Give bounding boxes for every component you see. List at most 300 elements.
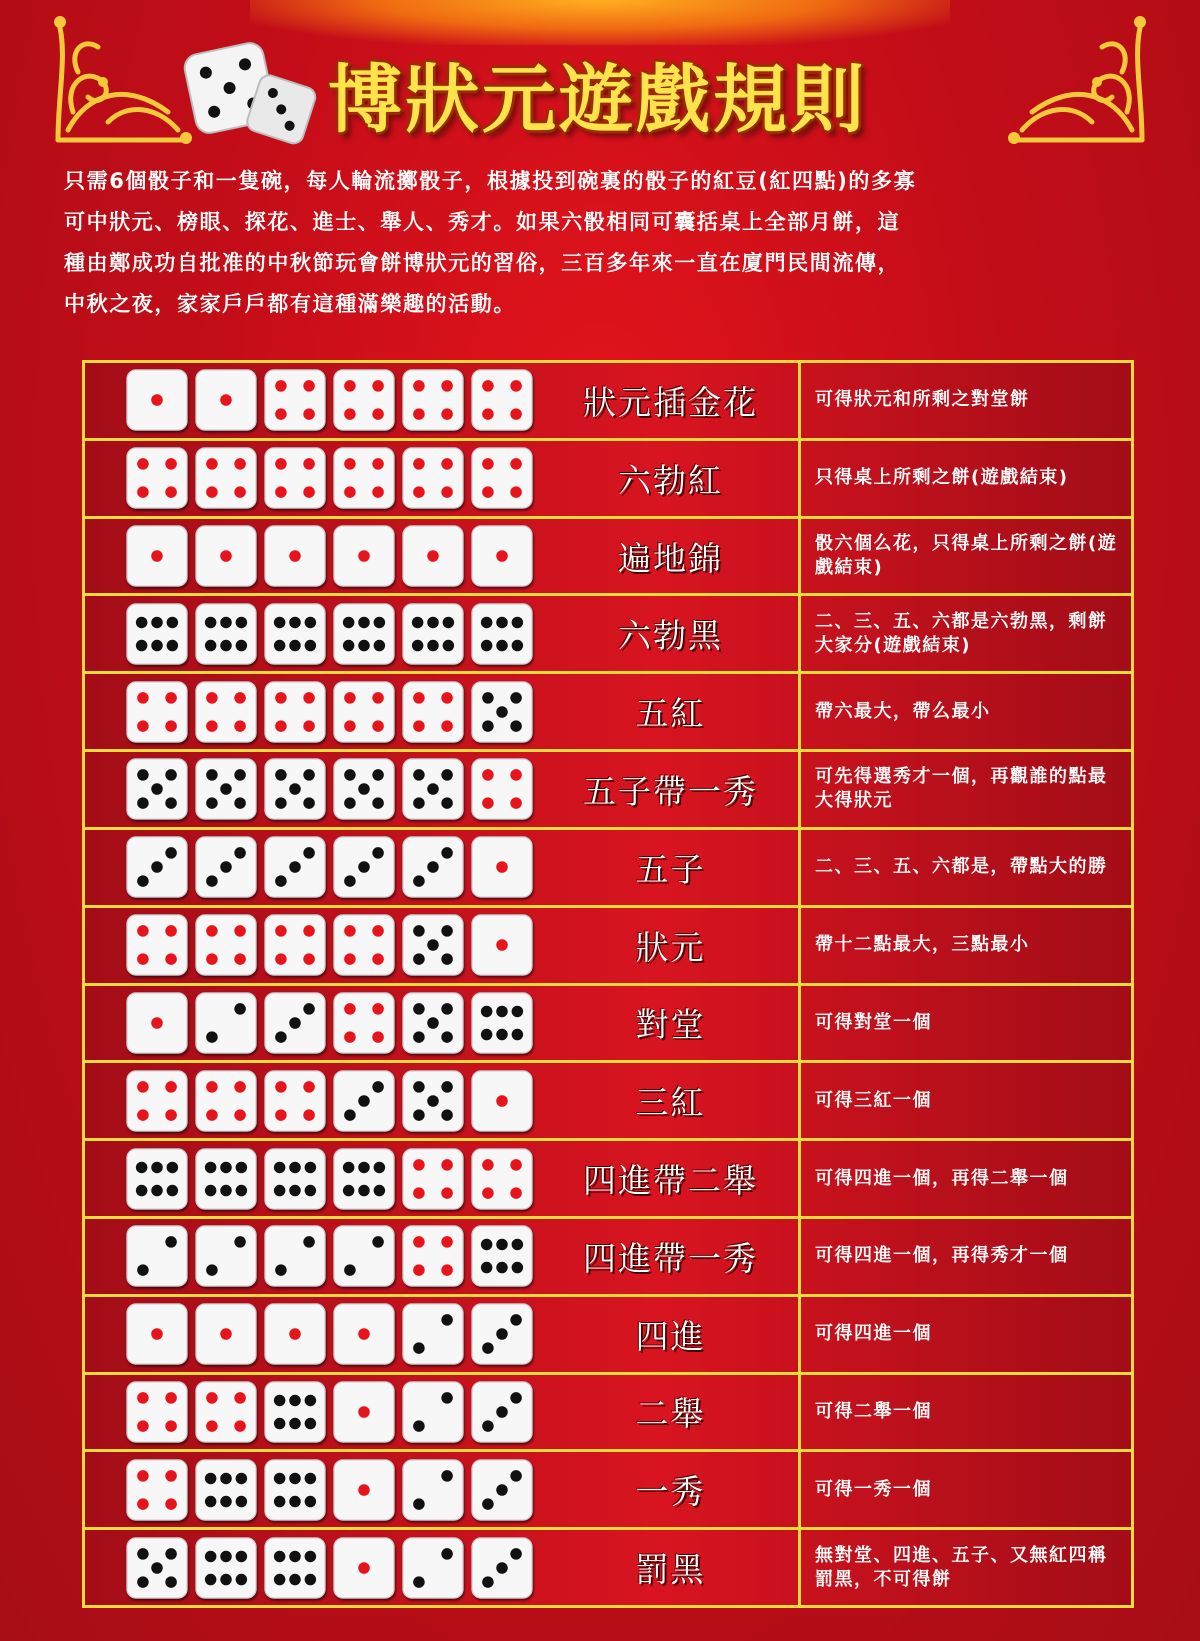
die-pip [372,770,384,782]
die-pip [510,1392,522,1404]
die-pip [441,381,453,393]
die-face-6-icon [194,1458,258,1522]
die-pip [274,1473,286,1485]
die-pip [167,1184,179,1196]
rule-name: 四進 [635,1316,706,1356]
die-pip [136,617,148,629]
rule-description: 骰六個么花，只得桌上所剩之餅(遊戲結束) [815,533,1118,579]
die-pip [344,487,356,499]
die-face-4-icon [125,1380,189,1444]
die-face-3-icon [470,1302,534,1366]
die-pip [374,1184,386,1196]
rule-row [85,363,1131,441]
die-pip [344,381,356,393]
die-pip [151,1017,163,1029]
rule-name: 五子帶一秀 [583,771,758,811]
die-pip [274,1550,286,1562]
rule-combination-cell [85,674,801,749]
die-face-3-icon [470,1380,534,1444]
dice-set [85,835,543,899]
die-pip [358,1484,370,1496]
die-face-4-icon [194,913,258,977]
die-face-6-icon [470,991,534,1055]
die-pip [413,1031,425,1043]
die-pip [413,798,425,810]
die-pip [236,1496,248,1508]
die-pip [510,458,522,470]
die-pip [205,640,217,652]
die-pip [374,640,386,652]
die-pip [305,1573,317,1585]
die-pip [372,1031,384,1043]
die-pip [374,617,386,629]
die-face-4-icon [401,368,465,432]
die-face-6-icon [263,1147,327,1211]
die-pip [274,1418,286,1430]
die-pip [220,1161,232,1173]
die-face-3-icon [470,1536,534,1600]
die-face-4-icon [401,446,465,510]
die-pip [206,798,218,810]
die-pip [151,617,163,629]
die-pip [512,1006,524,1018]
die-pip [137,487,149,499]
die-pip [220,640,232,652]
die-pip [441,1265,453,1277]
die-face-1-icon [401,524,465,588]
rule-combination-cell [85,596,801,671]
die-pip [412,617,424,629]
die-pip [206,458,218,470]
rule-row [85,830,1131,908]
die-pip [344,1003,356,1015]
die-face-4-icon [125,1458,189,1522]
die-pip [275,876,287,888]
die-pip [275,1265,287,1277]
dice-set [85,1302,543,1366]
die-face-3-icon [125,835,189,899]
die-face-4-icon [401,1147,465,1211]
die-pip [441,1392,453,1404]
die-face-1-icon [125,1302,189,1366]
die-pip [413,1265,425,1277]
die-pip [413,381,425,393]
die-pip [482,1159,494,1171]
die-pip [289,640,301,652]
gold-scroll-ornament-right [1002,12,1152,147]
die-pip [413,1159,425,1171]
die-pip [358,1562,370,1574]
die-pip [165,1081,177,1093]
die-face-3-icon [263,991,327,1055]
die-pip [137,1470,149,1482]
rule-combination-cell [85,1063,801,1138]
die-pip [205,1550,217,1562]
rule-description: 可得四進一個，再得秀才一個 [815,1245,1069,1267]
die-pip [303,692,315,704]
die-pip [482,1498,494,1510]
rule-row [85,441,1131,519]
rule-combination-cell [85,986,801,1061]
rule-description: 可得四進一個，再得二舉一個 [815,1167,1069,1189]
die-pip [274,617,286,629]
rule-name: 一秀 [635,1472,706,1512]
die-face-2-icon [401,1302,465,1366]
rule-name: 六勃紅 [618,460,723,500]
die-pip [441,1237,453,1249]
die-pip [510,1314,522,1326]
die-face-2-icon [194,1224,258,1288]
rule-combination-cell [85,752,801,827]
die-pip [165,798,177,810]
die-pip [510,770,522,782]
die-face-4-icon [332,680,396,744]
die-pip [344,409,356,421]
die-face-3-icon [194,835,258,899]
die-pip [236,1161,248,1173]
die-pip [510,692,522,704]
die-pip [234,1237,246,1249]
die-face-1-icon [194,524,258,588]
intro-paragraph [64,161,1144,325]
die-pip [236,1184,248,1196]
die-pip [441,487,453,499]
die-pip [165,1420,177,1432]
dice-set [85,1380,543,1444]
die-face-4-icon [470,1147,534,1211]
die-pip [496,1006,508,1018]
die-pip [481,617,493,629]
die-pip [137,1548,149,1560]
die-face-4-icon [470,757,534,821]
die-pip [512,1262,524,1274]
die-pip [372,1237,384,1249]
die-pip [206,925,218,937]
rule-name: 五子 [635,849,706,889]
die-pip [441,1109,453,1121]
die-pip [206,953,218,965]
die-pip [413,409,425,421]
die-face-5-icon [401,991,465,1055]
die-pip [289,1395,301,1407]
die-pip [496,1262,508,1274]
die-pip [234,1003,246,1015]
die-pip [413,720,425,732]
dice-set [85,1069,543,1133]
die-pip [167,640,179,652]
die-pip [358,1406,370,1418]
die-face-5-icon [125,757,189,821]
rule-name: 六勃黑 [618,616,723,656]
die-pip [136,640,148,652]
die-face-1-icon [194,368,258,432]
die-face-4-icon [470,368,534,432]
die-pip [343,617,355,629]
die-pip [289,1017,301,1029]
die-pip [151,1161,163,1173]
die-pip [151,550,163,562]
die-pip [305,1161,317,1173]
rule-name: 五紅 [635,694,706,734]
die-face-4-icon [332,913,396,977]
die-pip [358,784,370,796]
die-pip [165,1470,177,1482]
die-pip [441,847,453,859]
die-pip [289,550,301,562]
rule-name: 四進帶二舉 [583,1161,758,1201]
die-pip [234,798,246,810]
die-face-1-icon [263,1302,327,1366]
die-pip [372,847,384,859]
die-pip [303,953,315,965]
die-pip [344,458,356,470]
die-pip [305,617,317,629]
die-pip [137,720,149,732]
die-pip [220,550,232,562]
die-pip [305,1550,317,1562]
die-pip [303,409,315,421]
die-pip [165,1237,177,1249]
rule-combination-cell [85,830,801,905]
die-pip [413,1109,425,1121]
die-pip [206,1420,218,1432]
dice-set [85,1224,543,1288]
die-pip [344,798,356,810]
die-face-4-icon [194,446,258,510]
die-pip [441,1003,453,1015]
die-pip [358,617,370,629]
die-face-6-icon [332,1147,396,1211]
die-pip [234,1109,246,1121]
rule-combination-cell [85,1141,801,1216]
die-face-2-icon [401,1380,465,1444]
die-pip [510,1548,522,1560]
die-pip [496,1029,508,1041]
die-pip [136,1184,148,1196]
die-pip [220,1550,232,1562]
die-pip [305,640,317,652]
die-face-5-icon [332,757,396,821]
die-pip [220,1496,232,1508]
die-pip [358,1328,370,1340]
die-face-4-icon [263,1069,327,1133]
die-face-2-icon [194,991,258,1055]
die-pip [441,1187,453,1199]
die-pip [482,1342,494,1354]
die-pip [441,770,453,782]
die-pip [482,381,494,393]
die-pip [205,1184,217,1196]
dice-set [85,1147,543,1211]
die-face-3-icon [332,835,396,899]
die-pip [220,1184,232,1196]
die-pip [234,1420,246,1432]
die-pip [413,1498,425,1510]
die-pip [372,1081,384,1093]
die-face-6-icon [125,1147,189,1211]
die-pip [137,1392,149,1404]
die-pip [275,487,287,499]
die-pip [220,617,232,629]
die-pip [151,784,163,796]
die-face-1-icon [470,524,534,588]
die-pip [236,1550,248,1562]
die-face-4-icon [125,680,189,744]
rule-name: 對堂 [635,1005,706,1045]
die-pip [372,925,384,937]
die-pip [427,550,439,562]
die-pip [274,1161,286,1173]
die-face-6-icon [401,602,465,666]
die-pip [303,847,315,859]
die-face-3-icon [401,835,465,899]
die-face-4-icon [263,913,327,977]
die-pip [496,1239,508,1251]
die-pip [165,1548,177,1560]
die-face-6-icon [263,1380,327,1444]
die-pip [234,847,246,859]
die-pip [372,720,384,732]
die-face-2-icon [401,1458,465,1522]
die-pip [496,706,508,718]
die-pip [275,1031,287,1043]
die-pip [305,1418,317,1430]
die-face-3-icon [470,1458,534,1522]
die-pip [205,617,217,629]
die-pip [303,1003,315,1015]
die-pip [441,1314,453,1326]
die-pip [441,458,453,470]
die-pip [413,1576,425,1588]
rule-name: 遍地錦 [618,538,723,578]
die-pip [275,720,287,732]
die-face-3-icon [263,835,327,899]
die-face-1-icon [332,1302,396,1366]
die-pip [274,1395,286,1407]
die-pip [482,1187,494,1199]
die-pip [165,1109,177,1121]
die-pip [427,617,439,629]
die-pip [289,1473,301,1485]
die-face-4-icon [125,913,189,977]
die-pip [482,409,494,421]
die-face-6-icon [332,602,396,666]
die-pip [344,925,356,937]
die-pip [510,409,522,421]
die-pip [413,876,425,888]
die-face-1-icon [470,1069,534,1133]
die-pip [275,692,287,704]
die-pip [220,1573,232,1585]
die-pip [137,1576,149,1588]
die-pip [305,1496,317,1508]
die-pip [303,1109,315,1121]
die-pip [343,640,355,652]
rule-combination-cell [85,908,801,983]
die-pip [482,798,494,810]
die-pip [137,925,149,937]
die-pip [482,692,494,704]
dice-icon [180,30,320,148]
die-pip [305,1395,317,1407]
die-pip [344,1031,356,1043]
die-face-2-icon [263,1224,327,1288]
die-pip [289,1328,301,1340]
die-face-6-icon [263,1536,327,1600]
die-pip [303,798,315,810]
die-face-4-icon [194,1069,258,1133]
intro-line: 種由鄭成功自批准的中秋節玩會餅博狀元的習俗，三百多年來一直在廈門民間流傳， [64,251,901,275]
die-pip [303,1237,315,1249]
rule-name: 二舉 [635,1394,706,1434]
die-pip [358,1184,370,1196]
die-pip [137,1498,149,1510]
die-pip [358,862,370,874]
die-face-1-icon [125,524,189,588]
die-pip [481,1262,493,1274]
rule-combination-cell [85,1375,801,1450]
die-pip [205,1161,217,1173]
die-pip [510,720,522,732]
die-face-5-icon [401,757,465,821]
die-pip [413,953,425,965]
die-face-4-icon [263,446,327,510]
rule-description: 可得二舉一個 [815,1400,932,1422]
die-face-1-icon [332,1458,396,1522]
rule-combination-cell [85,1452,801,1527]
die-face-6-icon [125,602,189,666]
die-pip [220,862,232,874]
die-pip [234,458,246,470]
die-pip [151,1184,163,1196]
rule-name: 狀元 [635,927,706,967]
rule-description: 可先得選秀才一個，再觀誰的點最大得狀元 [815,766,1108,812]
dice-set [85,913,543,977]
rule-description: 帶六最大，帶么最小 [815,700,991,722]
die-face-6-icon [470,1224,534,1288]
die-pip [510,381,522,393]
die-pip [441,953,453,965]
die-pip [206,770,218,782]
die-pip [275,770,287,782]
die-pip [413,1237,425,1249]
die-pip [374,1161,386,1173]
rule-row [85,674,1131,752]
die-face-1-icon [194,1302,258,1366]
die-pip [441,925,453,937]
die-pip [165,692,177,704]
die-pip [482,720,494,732]
die-pip [441,409,453,421]
die-pip [236,1573,248,1585]
rule-description: 無對堂、四進、五子、又無紅四稱罰黑，不可得餅 [815,1544,1108,1590]
die-pip [441,1548,453,1560]
die-pip [427,1095,439,1107]
dice-set [85,680,543,744]
die-pip [358,550,370,562]
die-pip [275,953,287,965]
die-pip [151,640,163,652]
die-pip [289,1161,301,1173]
die-face-3-icon [332,1069,396,1133]
die-pip [275,925,287,937]
die-pip [305,1473,317,1485]
rule-description: 可得四進一個 [815,1323,932,1345]
die-pip [413,487,425,499]
dice-set [85,757,543,821]
die-pip [289,784,301,796]
die-pip [413,1420,425,1432]
